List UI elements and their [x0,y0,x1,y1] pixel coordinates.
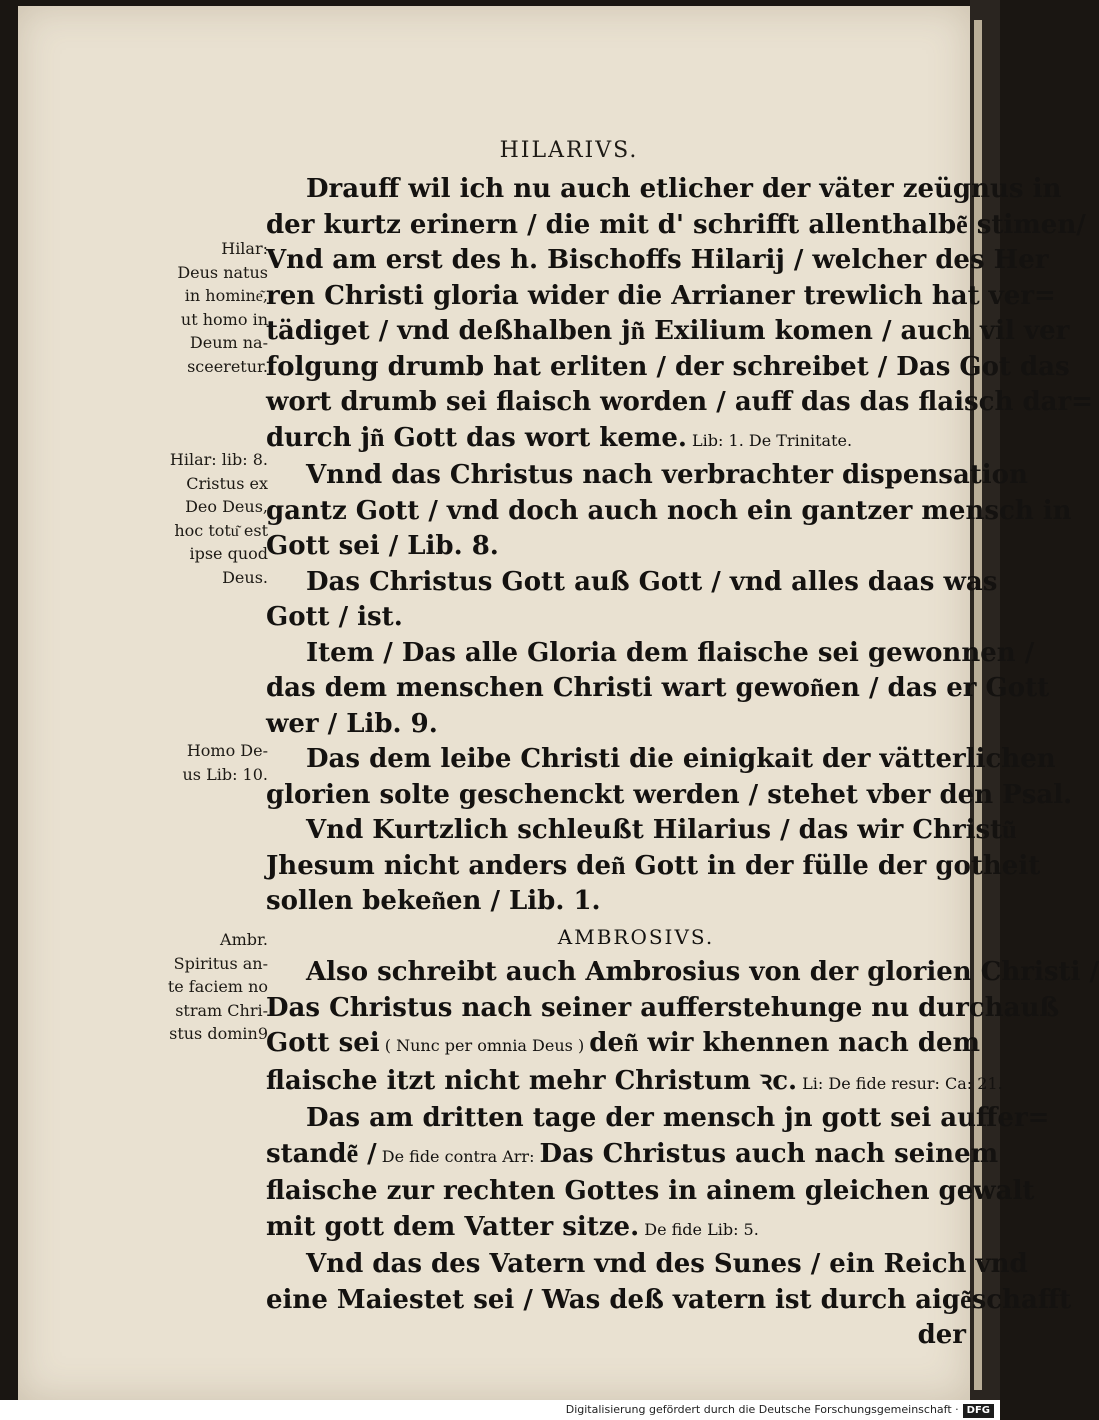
note-line: stram Chri- [175,1000,268,1020]
line-text: Gott sei / Lib. 8. [266,531,499,561]
note-line: Ambr. [220,930,268,949]
reference: De fide contra Arr: [376,1146,540,1166]
note-line: sceeretur. [187,356,268,376]
text-line [266,884,966,920]
text-line [266,600,966,636]
text-line [266,279,1056,315]
note-line: Deus natus [177,262,268,282]
text-line [266,458,1028,494]
text-block-hilarius [266,172,1093,920]
line-text: sollen beken͂en / Lib. 1. [266,886,601,916]
note-line: Deum na- [189,333,268,352]
text-line [266,243,1049,279]
note-line: Hilar: lib: 8. [169,450,268,469]
text-line [266,1210,966,1248]
line-text: Drauff wil ich nu auch etlicher der väter zeügnus in [306,174,1062,204]
reference: Li: De fide resur: Ca: 21. [797,1073,1003,1093]
line-text: Vnd das des Vatern vnd des Sunes / ein Reich vnd [306,1249,1028,1279]
text-line [266,1137,999,1175]
running-header: HILARIVS. [499,138,639,163]
text-line [266,172,1062,208]
text-line [266,991,1060,1027]
reference: De fide Lib: 5. [639,1219,759,1239]
footer-bar [0,1400,1000,1420]
line-text: Das dem leibe Christi die einigkait der vätterlichen [306,744,1056,774]
text-line [266,1101,1050,1137]
note-line: Spiritus an- [173,953,268,973]
line-text: flaische zur rechten Gottes in ainem gleichen gewalt [266,1176,1035,1206]
line-text: Vnnd das Christus nach verbrachter dispensation [306,460,1028,490]
line-text: durch jn͂ Gott das wort keme. [266,422,687,453]
text-line [266,565,998,601]
line-text: Das Christus Gott auß Gott / vnd alles daas was [306,566,998,597]
line-text: wort drumb sei flaisch worden / auff das das flaisch dar= [266,387,1093,417]
line-text: das dem menschen Christi wart gewon͂en / das er Gott [266,673,1050,703]
text-line [266,421,966,459]
line-text: stande͂ / [266,1138,377,1169]
line-text: Also schreibt auch Ambrosius von der glorien Christi / [306,957,1099,987]
text-line [266,742,1056,778]
text-block-ambrosius [266,955,1099,1318]
line-text-tail: den͂ wir khennen nach dem [589,1028,981,1058]
note-line: Deo Deus, [185,497,268,516]
main-text [266,172,1099,1354]
note-line: Hilar: [221,239,268,258]
catchword: der [917,1320,966,1350]
line-text: wer / Lib. 9. [266,708,438,739]
note-line: ipse quod [189,544,268,563]
note-line: te faciem no [167,977,268,996]
line-text: der kurtz erinern / die mit d' schrifft allenthalbe͂ stimen/ [266,209,1086,240]
line-text: Das am dritten tage der mensch jn gott sei auffer= [306,1103,1050,1133]
text-line [266,350,1070,386]
line-text: Gott sei [266,1028,380,1058]
reference: ( Nunc per omnia Deus ) [379,1036,590,1055]
dfg-logo: DFG [963,1404,994,1418]
line-text: gantz Gott / vnd doch auch noch ein gantzer mensch in [266,495,1072,526]
margin-note-4 [156,928,268,1046]
line-text: folgung drumb hat erliten / der schreibet / Das Got das [266,351,1070,382]
reference: Lib: 1. De Trinitate. [686,430,853,450]
line-text: glorien solte geschenckt werden / stehet vber den Psal. [266,779,1073,810]
text-line [266,1174,1035,1210]
line-text: Vnd Kurtzlich schleußt Hilarius / das wir Christu͂ [306,815,1017,845]
line-text: Das Christus nach seiner aufferstehunge nu durchauß [266,992,1060,1023]
note-line: ut homo in [180,309,268,329]
line-text: Item / Das alle Gloria dem flaische sei gewonnen / [306,637,1035,668]
line-text-tail: Das Christus auch nach seinem [539,1138,999,1169]
text-line [266,671,1050,707]
text-line [266,385,1093,421]
line-text: ren Christi gloria wider die Arrianer trewlich hat ver= [266,280,1056,311]
line-text: flaische itzt nicht mehr Christum ꝛc. [266,1065,798,1096]
scanned-page [18,6,1099,1400]
text-line [266,813,1017,849]
text-line [266,1283,1072,1319]
line-text: Gott / ist. [266,602,403,632]
text-line [266,1064,1003,1102]
subheading: AMBROSIVS. [557,924,715,949]
margin-note-3 [156,739,268,786]
line-text: Jhesum nicht anders den͂ Gott in der fülle der gotheit [266,850,1041,881]
footer-text: Digitalisierung gefördert durch die Deutsche Forschungsgemeinschaft · [565,1403,959,1416]
margin-note-2 [156,448,268,589]
margin-note-1 [156,237,268,378]
text-line [266,1026,981,1064]
note-line: in homine͂, [184,286,268,305]
note-line: Homo De- [186,741,268,760]
note-line: stus domin9 [169,1024,268,1043]
text-line [266,314,1070,350]
text-line [266,778,1073,814]
line-text: Vnd am erst des h. Bischoffs Hilarij / welcher des Her [266,245,1049,275]
text-line [266,494,1072,530]
line-text: mit gott dem Vatter sitze. [266,1211,640,1242]
text-line [266,849,1041,885]
line-text: tädiget / vnd deßhalben jn͂ Exilium komen / auch vil ver [266,316,1070,346]
note-line: hoc totu͂ est [174,520,268,540]
line-text: eine Maiestet sei / Was deß vatern ist durch aige͂schafft [266,1284,1072,1315]
text-line [266,1247,1028,1283]
text-line [266,529,966,565]
text-line [266,636,1035,672]
note-line: Deus. [222,567,268,587]
text-line [266,955,1099,991]
note-line: Cristus ex [186,473,268,493]
text-line [266,707,966,743]
text-line [266,208,1086,244]
note-line: us Lib: 10. [182,764,268,784]
